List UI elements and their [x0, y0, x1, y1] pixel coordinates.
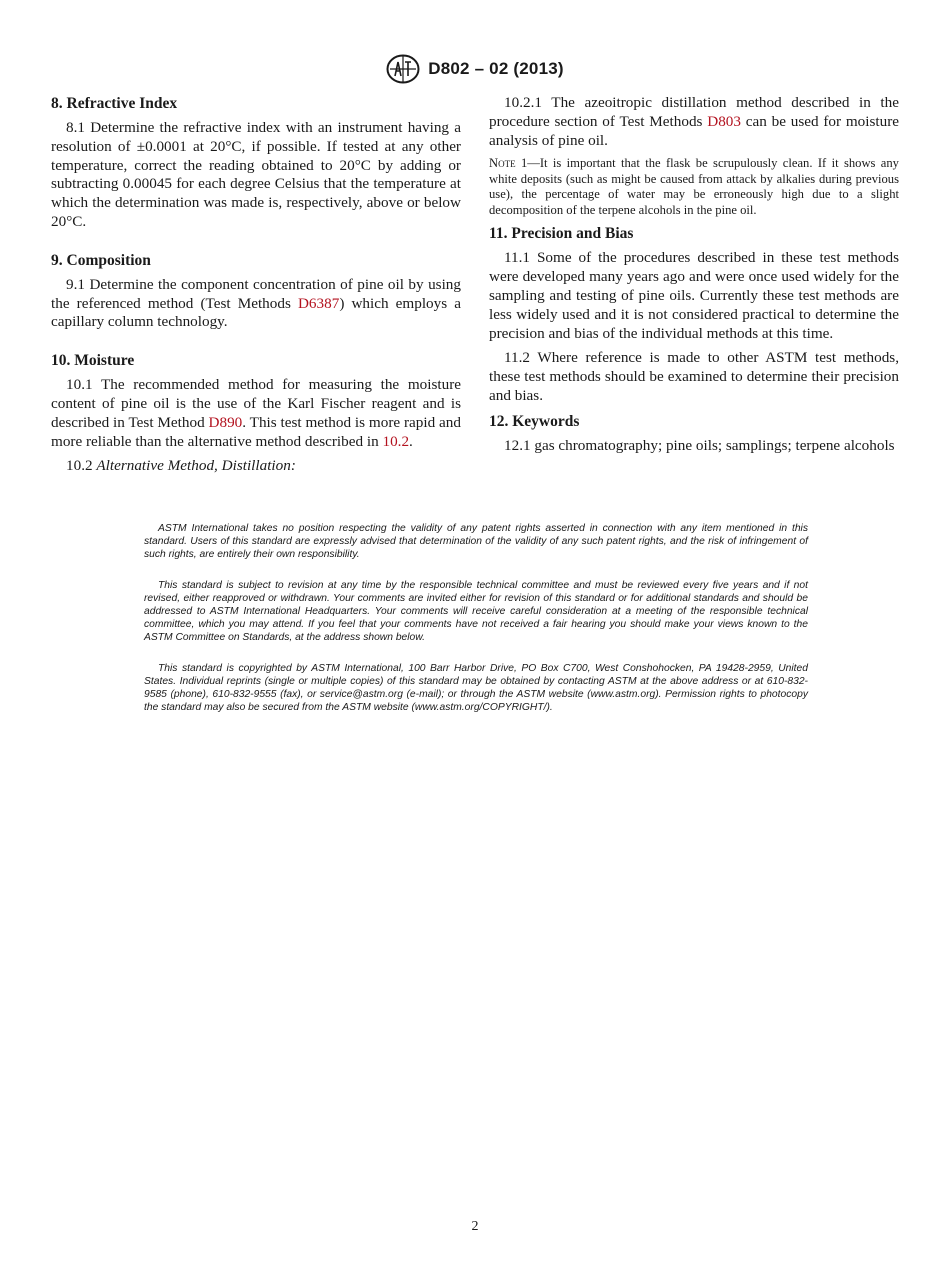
- paragraph-10-2: 10.2 Alternative Method, Distillation:: [66, 457, 296, 475]
- left-column: [51, 94, 461, 482]
- right-column: [489, 94, 899, 462]
- footer-revision-notice: This standard is subject to revision at any time by the responsible technical committee and must be reviewed every five years and if not revised, either reapproved or withdrawn. Your comments are invited either for revision of this standard or for additional standards and should be addressed to ASTM International Headquarters. Your comments will receive careful consideration at a meeting of the responsible technical committee, which you may attend. If you feel that your comments have not received a fair hearing you should make your views known to the ASTM Committee on Standards, at the address shown below.: [144, 579, 808, 644]
- paragraph-8-1: 8.1 Determine the refractive index with an instrument having a resolution of ±0.0001 at 20°C, if possible. If tested at any other temperature, correct the reading obtained to 20°C by adding or subtracting 0.00045 for each degree Celsius that the temperature at which the determination was made is, respectively, above or below 20°C.: [51, 119, 461, 230]
- legal-footer: [144, 522, 808, 731]
- section-heading-moisture: 10. Moisture: [51, 352, 135, 370]
- footer-copyright-notice: This standard is copyrighted by ASTM International, 100 Barr Harbor Drive, PO Box C700, West Conshohocken, PA 19428-2959, United States. Individual reprints (single or multiple copies) of this standard may be obtained by contacting ASTM at the above address or at 610-832-9585 (phone), 610-832-9555 (fax), or service@astm.org (e-mail); or through the ASTM website (www.astm.org). Permission rights to photocopy the standard may also be secured from the ASTM website (www.astm.org/COPYRIGHT/).: [144, 662, 808, 714]
- section-heading-refractive-index: 8. Refractive Index: [51, 95, 178, 112]
- paragraph-9-1: 9.1 Determine the component concentration of pine oil by using the referenced method (Test Methods D6387) which employs a capillary column technology.: [51, 275, 461, 331]
- link-10-2[interactable]: 10.2: [382, 432, 410, 450]
- link-d890[interactable]: D890: [208, 413, 243, 431]
- link-d803[interactable]: D803: [707, 112, 741, 130]
- paragraph-11-1: 11.1 Some of the procedures described in these test methods were developed many years ago and were once used widely for the sampling and testing of pine oils. Currently these test methods are less widely used and it is not considered practical to determine the precision and bias of the individual methods at this time.: [489, 249, 899, 342]
- section-heading-composition: 9. Composition: [51, 251, 151, 269]
- section-heading-keywords: 12. Keywords: [489, 412, 580, 430]
- paragraph-10-1: 10.1 The recommended method for measuring the moisture content of pine oil is the use of the Karl Fischer reagent and is described in Test Method D890. This test method is more rapid and more reliable than the alternative method described in 10.2.: [51, 376, 461, 450]
- footer-patent-notice: ASTM International takes no position respecting the validity of any patent rights asserted in connection with any item mentioned in this standard. Users of this standard are expressly advised that determination of the validity of any such patent rights, and the risk of infringement of such rights, are entirely their own responsibility.: [144, 523, 808, 561]
- section-heading-precision-bias: 11. Precision and Bias: [489, 225, 634, 243]
- note-1: Note 1—It is important that the flask be scrupulously clean. If it shows any white deposits (such as might be caused from attack by alkalies during previous use), the percentage of water may be erroneously high due to a slight decomposition of the terpene alcohols in the pine oil.: [489, 156, 899, 217]
- astm-logo-icon: [386, 54, 420, 84]
- paragraph-11-2: 11.2 Where reference is made to other ASTM test methods, these test methods should be examined to determine their precision and bias.: [489, 349, 899, 404]
- page-number: 2: [471, 1219, 479, 1234]
- document-header: [0, 54, 950, 86]
- link-d6387[interactable]: D6387: [297, 294, 340, 312]
- document-designation: D802 – 02 (2013): [428, 59, 564, 78]
- paragraph-10-2-1: 10.2.1 The azeoitropic distillation method described in the procedure section of Test Methods D803 can be used for moisture analysis of pine oil.: [489, 94, 899, 149]
- paragraph-12-1: 12.1 gas chromatography; pine oils; samplings; terpene alcohols: [504, 436, 895, 454]
